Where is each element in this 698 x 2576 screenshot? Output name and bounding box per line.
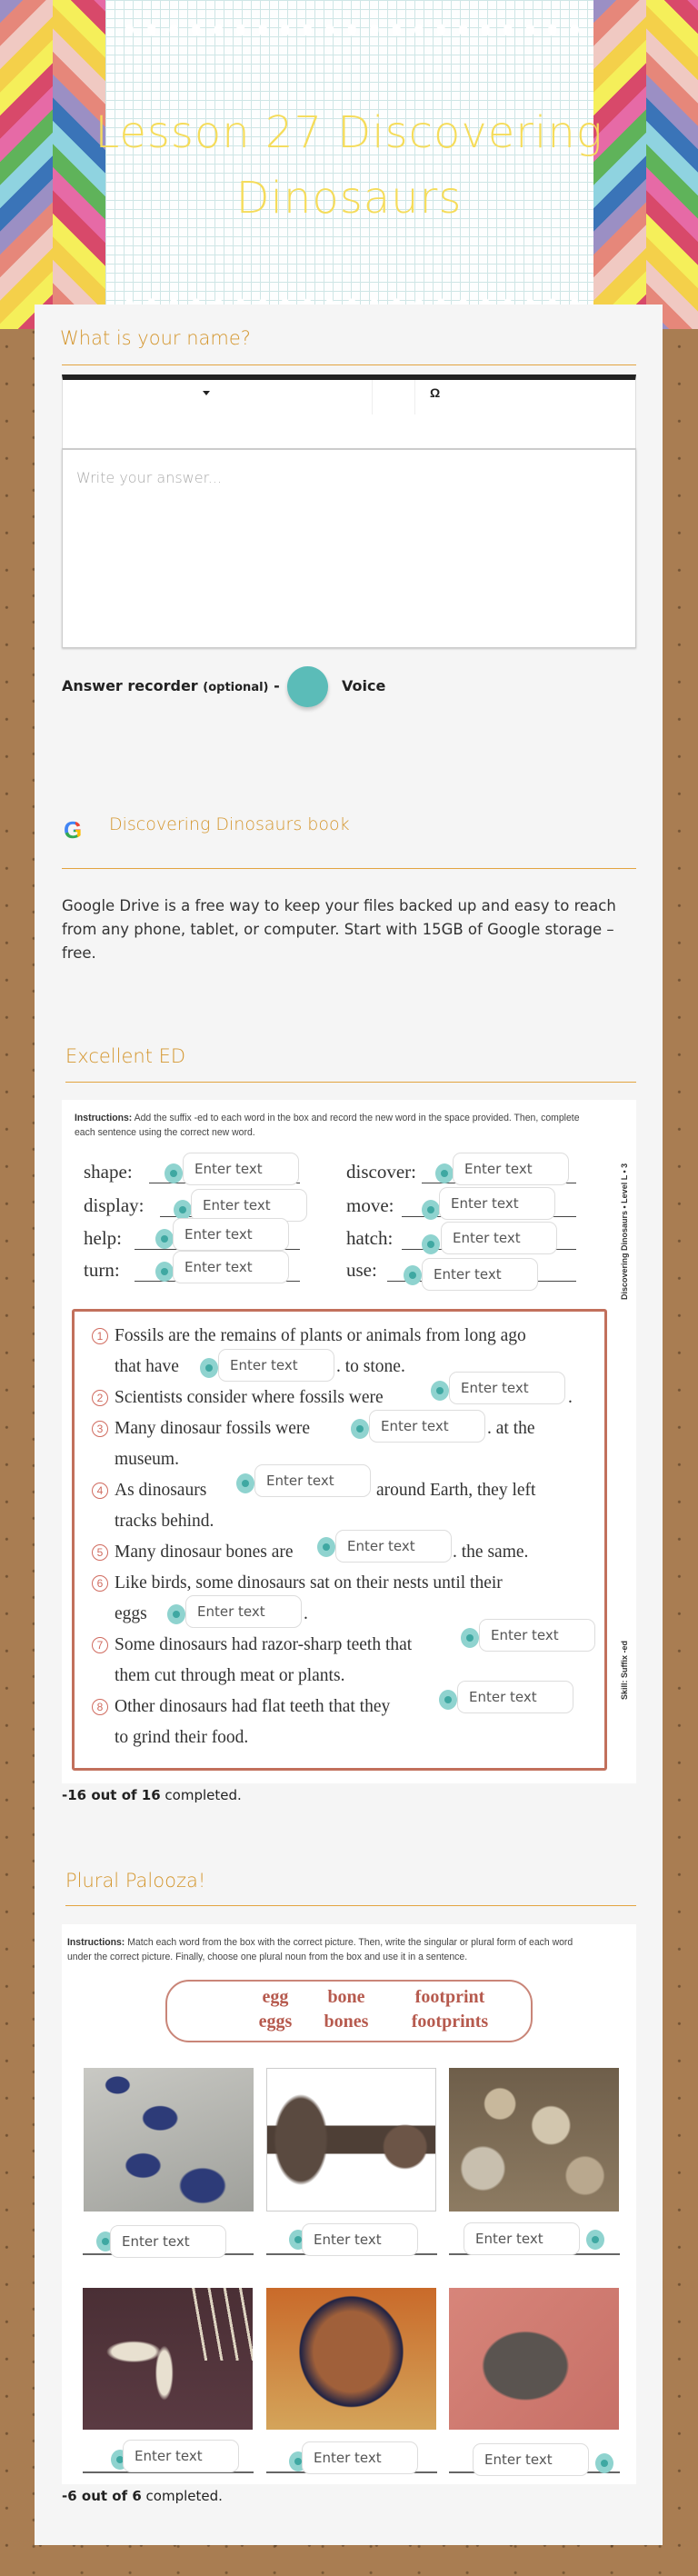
answer-marker bbox=[404, 1265, 422, 1285]
word: bone bbox=[327, 1987, 365, 2007]
answer-marker bbox=[155, 1262, 174, 1282]
sentence-input-3[interactable] bbox=[369, 1410, 485, 1443]
answer-input-use[interactable] bbox=[422, 1258, 538, 1291]
word-box bbox=[165, 1980, 533, 2042]
footprints-photo bbox=[84, 2068, 254, 2212]
answer-marker bbox=[595, 2453, 613, 2473]
picture-input-4[interactable] bbox=[123, 2440, 239, 2472]
worksheet-instructions: Instructions: Match each word from the box with the correct picture. Then, write the singular or plural form of each word under the correct picture. Finally, choose one plural noun from the box and use it in a sentence. bbox=[67, 1937, 573, 1962]
recorder-dash: - bbox=[274, 677, 280, 694]
bone-photo bbox=[266, 2068, 436, 2212]
answer-marker bbox=[165, 1163, 183, 1183]
answer-recorder-label bbox=[62, 677, 280, 694]
page-title: Lesson 27 Discovering Dinosaurs bbox=[95, 107, 603, 224]
picture-input-6[interactable] bbox=[473, 2443, 589, 2476]
picture-input-1[interactable] bbox=[110, 2225, 226, 2258]
word-label: display: bbox=[84, 1194, 145, 1216]
sentence-input-4[interactable] bbox=[254, 1464, 371, 1497]
answer-marker bbox=[435, 1163, 454, 1183]
word-label: shape: bbox=[84, 1161, 133, 1183]
sentence-input-1[interactable] bbox=[218, 1349, 334, 1382]
sentence-input-7[interactable] bbox=[479, 1619, 595, 1652]
divider bbox=[62, 868, 636, 869]
answer-textarea[interactable]: Write your answer... bbox=[62, 448, 636, 648]
word-label: help: bbox=[84, 1227, 122, 1249]
picture-input-5[interactable] bbox=[302, 2441, 418, 2474]
egg-photo bbox=[266, 2288, 436, 2430]
answer-input-display[interactable] bbox=[191, 1189, 307, 1222]
divider bbox=[65, 1905, 636, 1906]
answer-input-shape[interactable] bbox=[183, 1153, 299, 1185]
answer-marker bbox=[422, 1200, 440, 1220]
editor-toolbar bbox=[62, 374, 636, 448]
divider bbox=[65, 1082, 636, 1083]
word-label: discover: bbox=[346, 1161, 416, 1183]
sentence-input-5[interactable] bbox=[335, 1530, 452, 1563]
completion-status: -6 out of 6 completed. bbox=[62, 2488, 223, 2504]
chevron-pattern-right-outer bbox=[646, 0, 698, 329]
toolbar-divider bbox=[414, 380, 415, 414]
toolbar-divider bbox=[372, 380, 373, 414]
word-label: use: bbox=[346, 1259, 377, 1281]
header-banner bbox=[0, 0, 698, 329]
worksheet-instructions: Instructions: Add the suffix -ed to each word in the box and record the new word in the space provided. Then, complete each sentence using the correct new word. bbox=[75, 1113, 580, 1138]
answer-marker bbox=[422, 1234, 440, 1254]
picture-input-2[interactable] bbox=[302, 2223, 418, 2256]
answer-marker bbox=[586, 2230, 604, 2250]
sentence-input-2[interactable] bbox=[449, 1372, 565, 1404]
divider bbox=[62, 364, 636, 365]
word: eggs bbox=[258, 2012, 293, 2032]
word-label: hatch: bbox=[346, 1227, 394, 1249]
link-title[interactable]: Discovering Dinosaurs book bbox=[109, 814, 350, 834]
side-label: Discovering Dinosaurs • Level L • 3 bbox=[620, 1163, 629, 1300]
word-label: turn: bbox=[84, 1259, 120, 1281]
word: bones bbox=[324, 2012, 369, 2032]
sentence-input-6[interactable] bbox=[185, 1595, 302, 1628]
special-character-button[interactable]: Ω bbox=[430, 385, 441, 400]
answer-input-move[interactable] bbox=[439, 1187, 555, 1220]
recorder-optional: (optional) bbox=[203, 681, 269, 694]
chevron-down-icon bbox=[203, 391, 210, 395]
bones-photo bbox=[83, 2288, 253, 2430]
answer-marker bbox=[174, 1200, 192, 1220]
word-label: move: bbox=[346, 1194, 394, 1216]
chevron-pattern-left bbox=[0, 0, 53, 329]
skill-label: Skill: Suffix -ed bbox=[620, 1640, 629, 1700]
footprint-photo bbox=[449, 2288, 619, 2430]
record-voice-button[interactable] bbox=[287, 666, 328, 707]
picture-input-3[interactable] bbox=[464, 2222, 580, 2255]
question-title: What is your name? bbox=[60, 327, 251, 349]
notebook-holes-top bbox=[118, 24, 582, 36]
sentence-box: 1 Fossils are the remains of plants or animals from long ago that have Enter text . to stone. 2 Scientists consider where fossils were Enter text . 3 Many dinosaur fossils were Enter text . at the museum. 4 As dinosaurs Enter text around Earth, they left tracks behind. 5 Many dinosaur bones are Enter text . the same. 6 Like birds, some dinosaurs sat on their nests until their eggs Enter text . 7 Some dinosaurs had razor-sharp teeth that Enter text them cut through meat or plants. 8 Other dinosaurs had flat teeth that they Enter text to grind their food. bbox=[72, 1309, 607, 1771]
completion-status: -16 out of 16 completed. bbox=[62, 1787, 242, 1803]
word: egg bbox=[262, 1987, 289, 2007]
sentence-input-8[interactable] bbox=[457, 1681, 573, 1713]
answer-input-help[interactable] bbox=[173, 1218, 289, 1251]
answer-marker bbox=[155, 1229, 174, 1249]
answer-input-hatch[interactable] bbox=[441, 1222, 557, 1254]
suffix-ed-worksheet bbox=[62, 1100, 636, 1783]
answer-input-discover[interactable] bbox=[453, 1153, 569, 1185]
google-icon: G bbox=[64, 817, 87, 843]
link-description: Google Drive is a free way to keep your files backed up and easy to reach from any phone, tablet, or computer. Start with 15GB of Google storage – free. bbox=[62, 897, 616, 962]
voice-label: Voice bbox=[342, 677, 386, 694]
answer-input-turn[interactable] bbox=[173, 1251, 289, 1283]
word: footprint bbox=[414, 1987, 485, 2007]
plural-worksheet bbox=[62, 1924, 636, 2484]
recorder-label: Answer recorder bbox=[62, 677, 198, 694]
section-title: Plural Palooza! bbox=[65, 1870, 206, 1892]
section-title: Excellent ED bbox=[65, 1045, 186, 1067]
word: footprints bbox=[411, 2012, 489, 2032]
format-dropdown[interactable] bbox=[63, 380, 372, 414]
eggs-photo bbox=[449, 2068, 619, 2212]
